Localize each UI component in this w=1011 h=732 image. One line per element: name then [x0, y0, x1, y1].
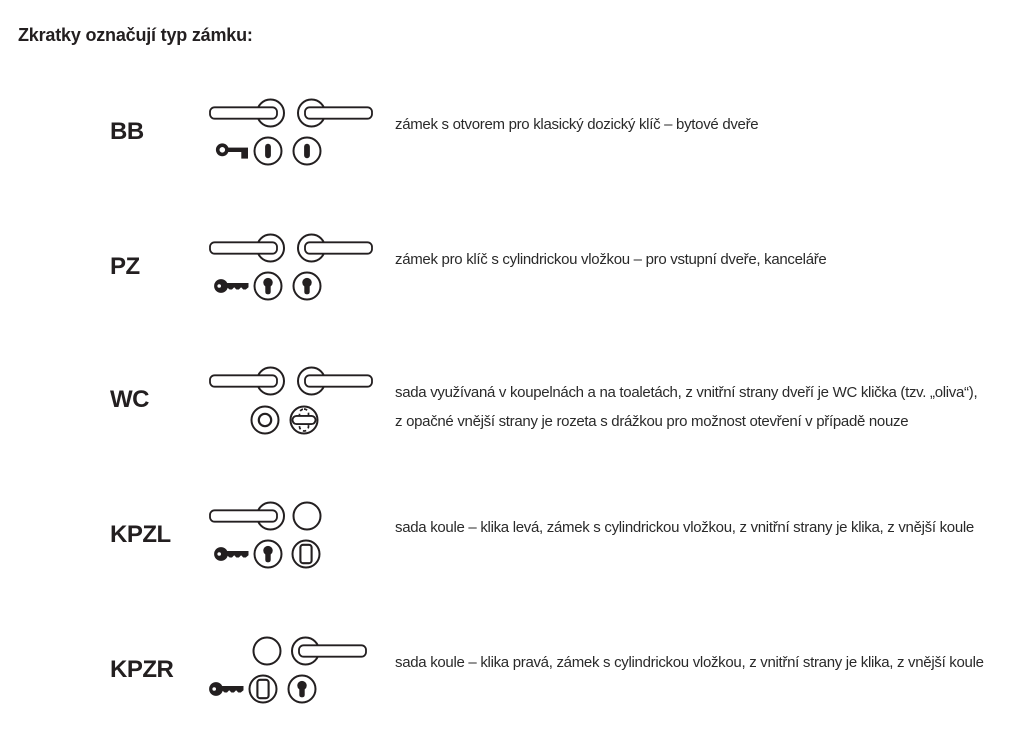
pz-keyhole-rosette-icon [294, 273, 321, 300]
lock-type-description [395, 648, 984, 677]
description-line: z opačné vnější strany je rozeta s drážkou pro možnost otevření v případě nouze [395, 413, 909, 430]
cylinder-key-icon [214, 279, 248, 293]
row-wc [0, 366, 1011, 448]
lock-type-description [395, 110, 758, 139]
pz-keyhole-rosette-icon [255, 541, 282, 568]
lever-handle-left-icon [210, 368, 284, 395]
lever-handle-right-icon [298, 235, 372, 262]
pz-keyhole-rosette-icon [289, 676, 316, 703]
row-bb [0, 98, 1011, 180]
lock-type-code-pz: PZ [110, 253, 140, 280]
lever-handle-right-icon [292, 638, 366, 665]
page-title: Zkratky označují typ zámku: [18, 25, 253, 45]
cylinder-key-icon [209, 682, 243, 696]
row-pz [0, 233, 1011, 315]
row-kpzl [0, 501, 1011, 583]
pz-hardware-diagram [205, 233, 380, 313]
grooved-rosette-icon [252, 407, 279, 434]
kpzr-hardware-diagram [205, 636, 380, 716]
lever-handle-right-icon [298, 368, 372, 395]
description-line: sada využívaná v koupelnách a na toaletách, z vnitřní strany dveří je WC klička (tzv. „oliva“), [395, 384, 978, 401]
wc-oliva-rosette-icon [291, 407, 318, 434]
knob-icon [294, 503, 321, 530]
description-line: sada koule – klika pravá, zámek s cylindrickou vložkou, z vnitřní strany je klika, z vnější koule [395, 654, 984, 671]
lock-type-description [395, 378, 977, 436]
lever-handle-left-icon [210, 235, 284, 262]
description-line: sada koule – klika levá, zámek s cylindrickou vložkou, z vnitřní strany je klika, z vnější koule [395, 519, 974, 536]
bit-key-icon [218, 145, 248, 158]
pz-keyhole-rosette-icon [255, 273, 282, 300]
bb-keyhole-rosette-icon [255, 138, 282, 165]
kpzl-hardware-diagram [205, 501, 380, 581]
knob-icon [254, 638, 281, 665]
bb-hardware-diagram [205, 98, 380, 178]
description-line: zámek pro klíč s cylindrickou vložkou – pro vstupní dveře, kanceláře [395, 251, 827, 268]
lock-type-description [395, 245, 826, 274]
wc-hardware-diagram [205, 366, 380, 446]
lock-type-code-bb: BB [110, 118, 144, 145]
description-line: zámek s otvorem pro klasický dozický klíč – bytové dveře [395, 116, 759, 133]
bb-keyhole-rosette-icon [294, 138, 321, 165]
lock-type-code-kpzl: KPZL [110, 521, 171, 548]
blind-rosette-icon [250, 676, 277, 703]
lock-type-code-wc: WC [110, 386, 149, 413]
lever-handle-left-icon [210, 100, 284, 127]
lever-handle-left-icon [210, 503, 284, 530]
lock-type-code-kpzr: KPZR [110, 656, 174, 683]
cylinder-key-icon [214, 547, 248, 561]
row-kpzr [0, 636, 1011, 718]
blind-rosette-icon [293, 541, 320, 568]
lever-handle-right-icon [298, 100, 372, 127]
lock-type-description [395, 513, 974, 542]
